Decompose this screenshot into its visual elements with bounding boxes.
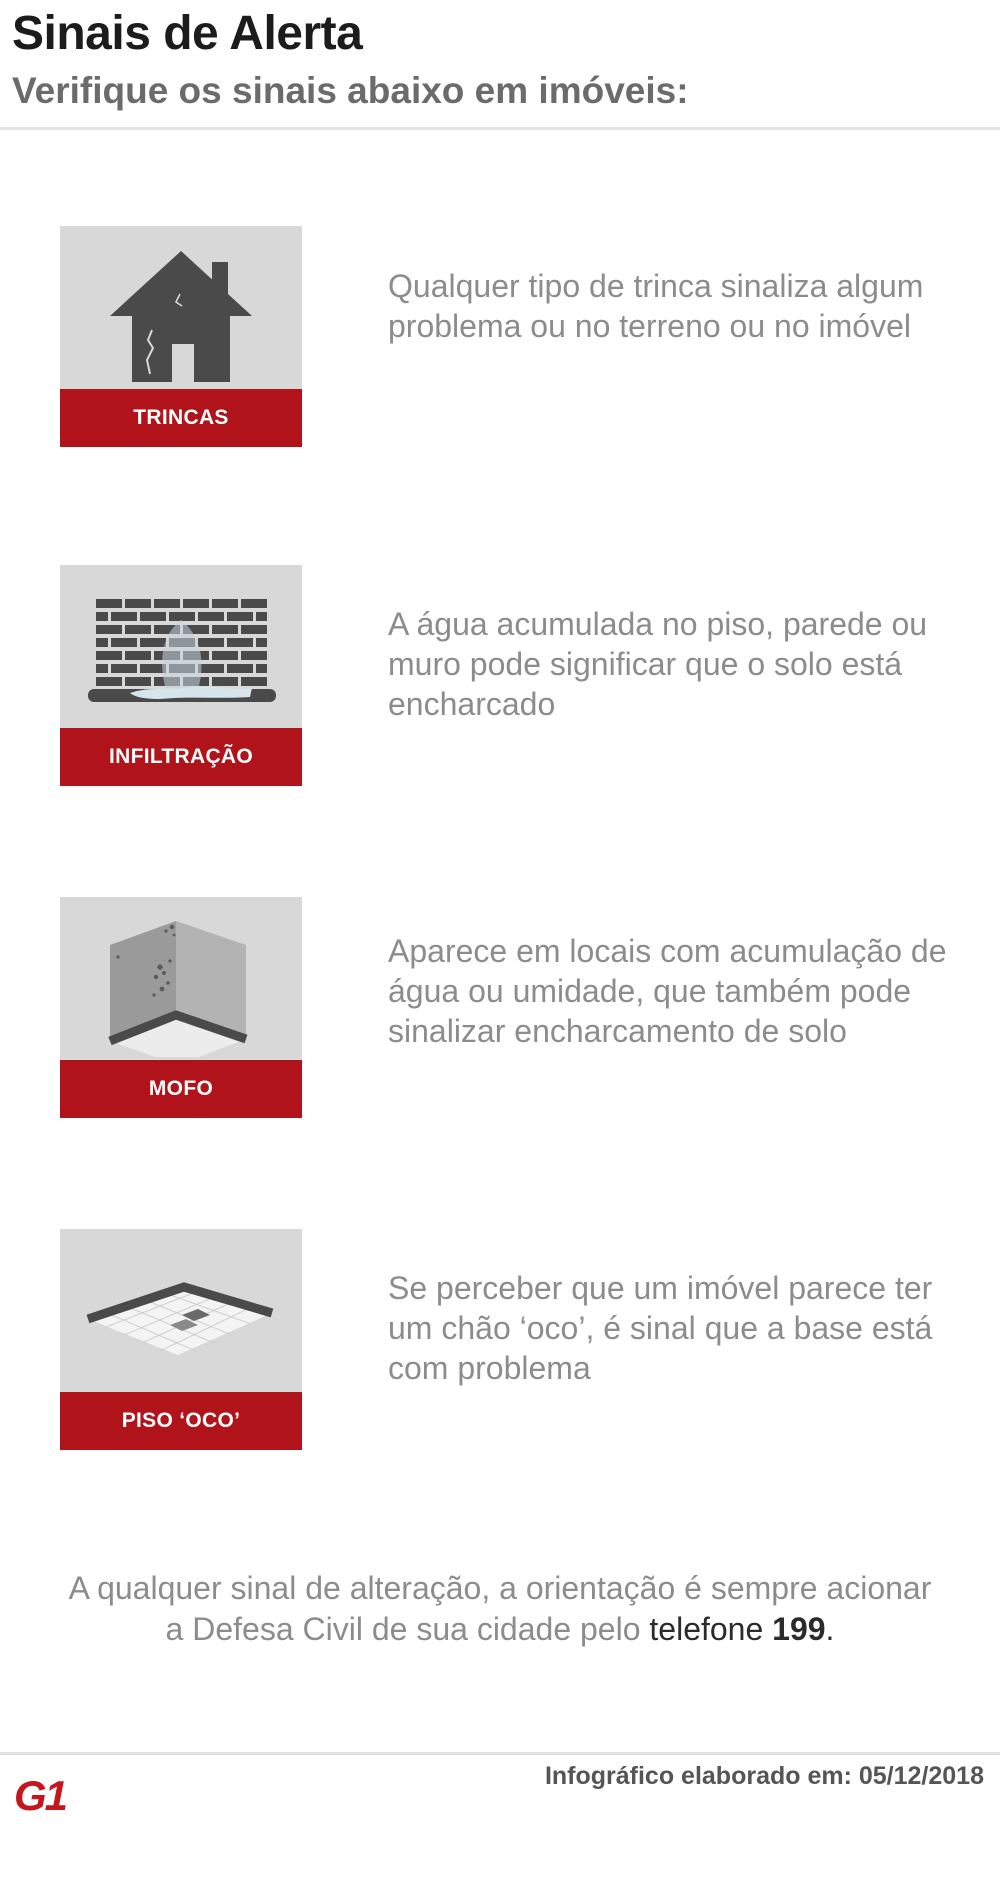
civil-defense-note [60,1568,940,1650]
cracked-house-icon [60,226,302,386]
wet-brick-wall-icon [60,565,302,725]
note-text: A qualquer sinal de alteração, a orientação é sempre acionar a Defesa Civil de sua cidade pelo [68,1570,932,1647]
sign-description: Qualquer tipo de trinca sinaliza algum problema ou no terreno ou no imóvel [388,268,924,344]
infographic-credit: Infográfico elaborado em: 05/12/2018 [544,1762,984,1790]
footer-divider [0,1752,1000,1755]
sign-card-infiltracao [60,565,302,786]
sign-label: TRINCAS [60,389,302,447]
hollow-floor-icon [60,1229,302,1389]
sign-description: Se perceber que um imóvel parece ter um chão ‘oco’, é sinal que a base está com problema [388,1270,933,1386]
phone-word: telefone [649,1611,764,1647]
note-end: . [825,1611,835,1647]
g1-logo: G1 [14,1772,67,1819]
sign-label: MOFO [60,1060,302,1118]
phone-info [649,1611,834,1647]
sign-description: A água acumulada no piso, parede ou muro pode significar que o solo está encharcado [388,606,928,722]
sign-description: Aparece em locais com acumulação de água ou umidade, que também pode sinalizar encharcamento de solo [388,933,947,1049]
header [0,0,1000,130]
sign-label: PISO ‘OCO’ [60,1392,302,1450]
sign-card-piso-oco [60,1229,302,1450]
sign-label: INFILTRAÇÃO [60,728,302,786]
page-title: Sinais de Alerta [12,7,363,60]
phone-number: 199 [772,1611,826,1647]
page-subtitle: Verifique os sinais abaixo em imóveis: [12,70,689,111]
sign-card-trincas [60,226,302,447]
sign-card-mofo [60,897,302,1118]
moldy-corner-icon [60,897,302,1057]
